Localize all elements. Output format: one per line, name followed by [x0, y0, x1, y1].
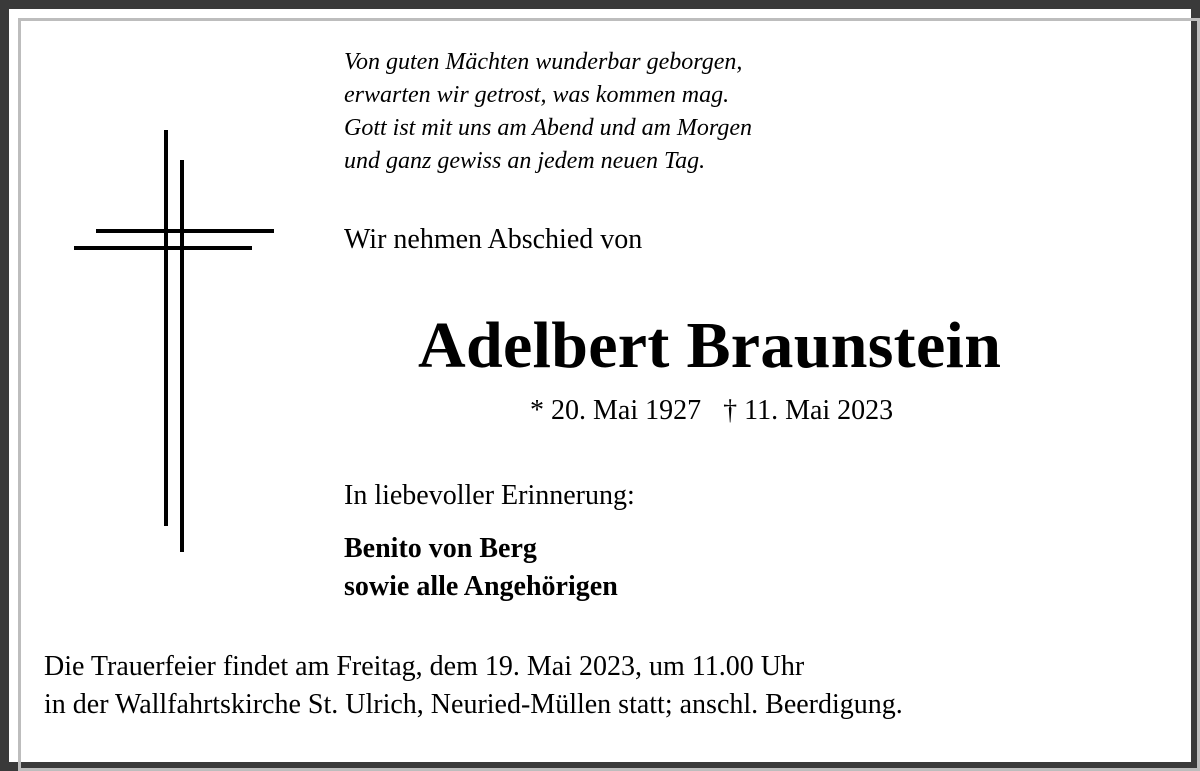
service-line: Die Trauerfeier findet am Freitag, dem 19. Mai 2023, um 11.00 Uhr — [44, 651, 805, 682]
death-date: † 11. Mai 2023 — [723, 395, 894, 426]
mourner-name: Benito von Berg — [344, 533, 537, 564]
poem-line: Von guten Mächten wunderbar geborgen, — [344, 49, 743, 75]
deceased-name: Adelbert Braunstein — [418, 309, 1002, 382]
birth-date: * 20. Mai 1927 — [530, 395, 702, 426]
farewell-intro: Wir nehmen Abschied von — [344, 224, 643, 255]
life-dates — [530, 395, 893, 427]
service-line: in der Wallfahrtskirche St. Ulrich, Neuried-Müllen statt; anschl. Beerdigung. — [44, 689, 903, 720]
poem — [344, 46, 752, 178]
mourner-name: sowie alle Angehörigen — [344, 571, 618, 602]
poem-line: und ganz gewiss an jedem neuen Tag. — [344, 148, 706, 174]
mourners-list — [344, 530, 618, 606]
service-info — [44, 648, 903, 724]
poem-line: erwarten wir getrost, was kommen mag. — [344, 82, 730, 108]
poem-line: Gott ist mit uns am Abend und am Morgen — [344, 115, 752, 141]
remembrance-heading: In liebevoller Erinnerung: — [344, 480, 635, 511]
cross-icon — [70, 128, 280, 558]
